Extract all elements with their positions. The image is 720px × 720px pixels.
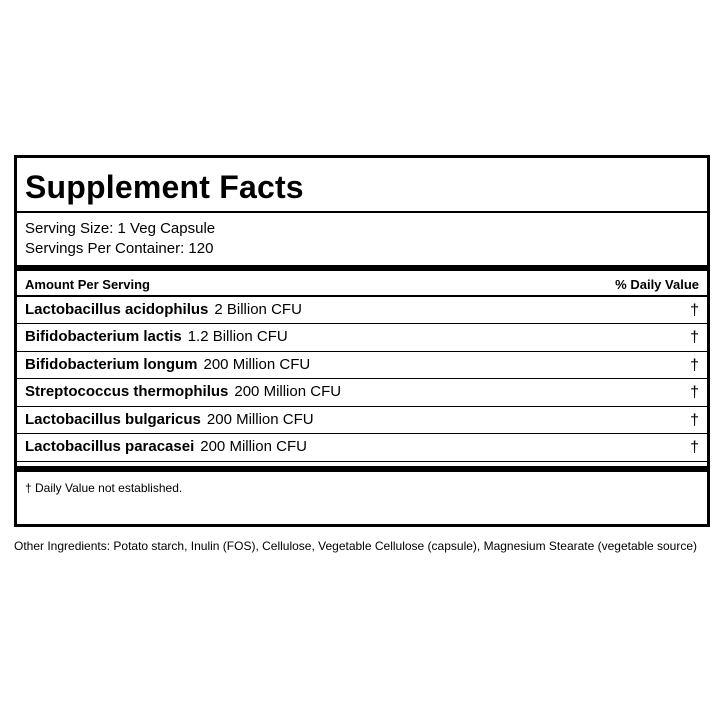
daily-value-dagger: † bbox=[690, 439, 699, 456]
ingredient-name: Lactobacillus bulgaricus bbox=[25, 411, 201, 428]
daily-value-footnote: † Daily Value not established. bbox=[25, 481, 183, 495]
ingredient-name: Bifidobacterium lactis bbox=[25, 328, 182, 345]
ingredient-row bbox=[25, 298, 699, 322]
panel-title: Supplement Facts bbox=[25, 169, 304, 205]
ingredient-row bbox=[25, 353, 699, 377]
row-divider bbox=[17, 461, 707, 462]
serving-size: Serving Size: 1 Veg Capsule bbox=[25, 220, 216, 237]
ingredient-amount: 200 Million CFU bbox=[206, 411, 314, 428]
ingredient-name: Lactobacillus acidophilus bbox=[25, 301, 209, 318]
ingredient-row bbox=[25, 408, 699, 432]
ingredient-row bbox=[25, 325, 699, 349]
row-divider bbox=[17, 323, 707, 324]
row-divider bbox=[17, 433, 707, 434]
ingredient-amount: 200 Million CFU bbox=[203, 356, 311, 373]
row-divider bbox=[17, 378, 707, 379]
ingredient-name: Bifidobacterium longum bbox=[25, 356, 198, 373]
daily-value-dagger: † bbox=[690, 384, 699, 401]
daily-value-dagger: † bbox=[690, 412, 699, 429]
serving-divider bbox=[17, 265, 707, 271]
amount-per-serving-label: Amount Per Serving bbox=[25, 277, 150, 292]
daily-value-dagger: † bbox=[690, 329, 699, 346]
ingredient-amount: 2 Billion CFU bbox=[214, 301, 302, 318]
daily-value-dagger: † bbox=[690, 357, 699, 374]
amount-header-row bbox=[25, 275, 699, 295]
row-divider bbox=[17, 406, 707, 407]
daily-value-label: % Daily Value bbox=[615, 277, 699, 292]
header-divider bbox=[17, 295, 707, 297]
ingredient-row bbox=[25, 380, 699, 404]
supplement-facts-panel bbox=[14, 155, 710, 527]
ingredient-amount: 200 Million CFU bbox=[200, 438, 307, 455]
ingredient-row bbox=[25, 435, 699, 459]
ingredient-amount: 1.2 Billion CFU bbox=[187, 328, 288, 345]
footer-divider bbox=[17, 466, 707, 472]
ingredient-name: Streptococcus thermophilus bbox=[25, 383, 229, 400]
servings-per-container: Servings Per Container: 120 bbox=[25, 240, 214, 257]
title-divider bbox=[17, 211, 707, 213]
ingredient-amount: 200 Million CFU bbox=[234, 383, 342, 400]
row-divider bbox=[17, 351, 707, 352]
daily-value-dagger: † bbox=[690, 302, 699, 319]
ingredient-name: Lactobacillus paracasei bbox=[25, 438, 195, 455]
other-ingredients: Other Ingredients: Potato starch, Inulin (FOS), Cellulose, Vegetable Cellulose (capsule), Magnesium Stearate (vegetable source) bbox=[14, 539, 698, 553]
